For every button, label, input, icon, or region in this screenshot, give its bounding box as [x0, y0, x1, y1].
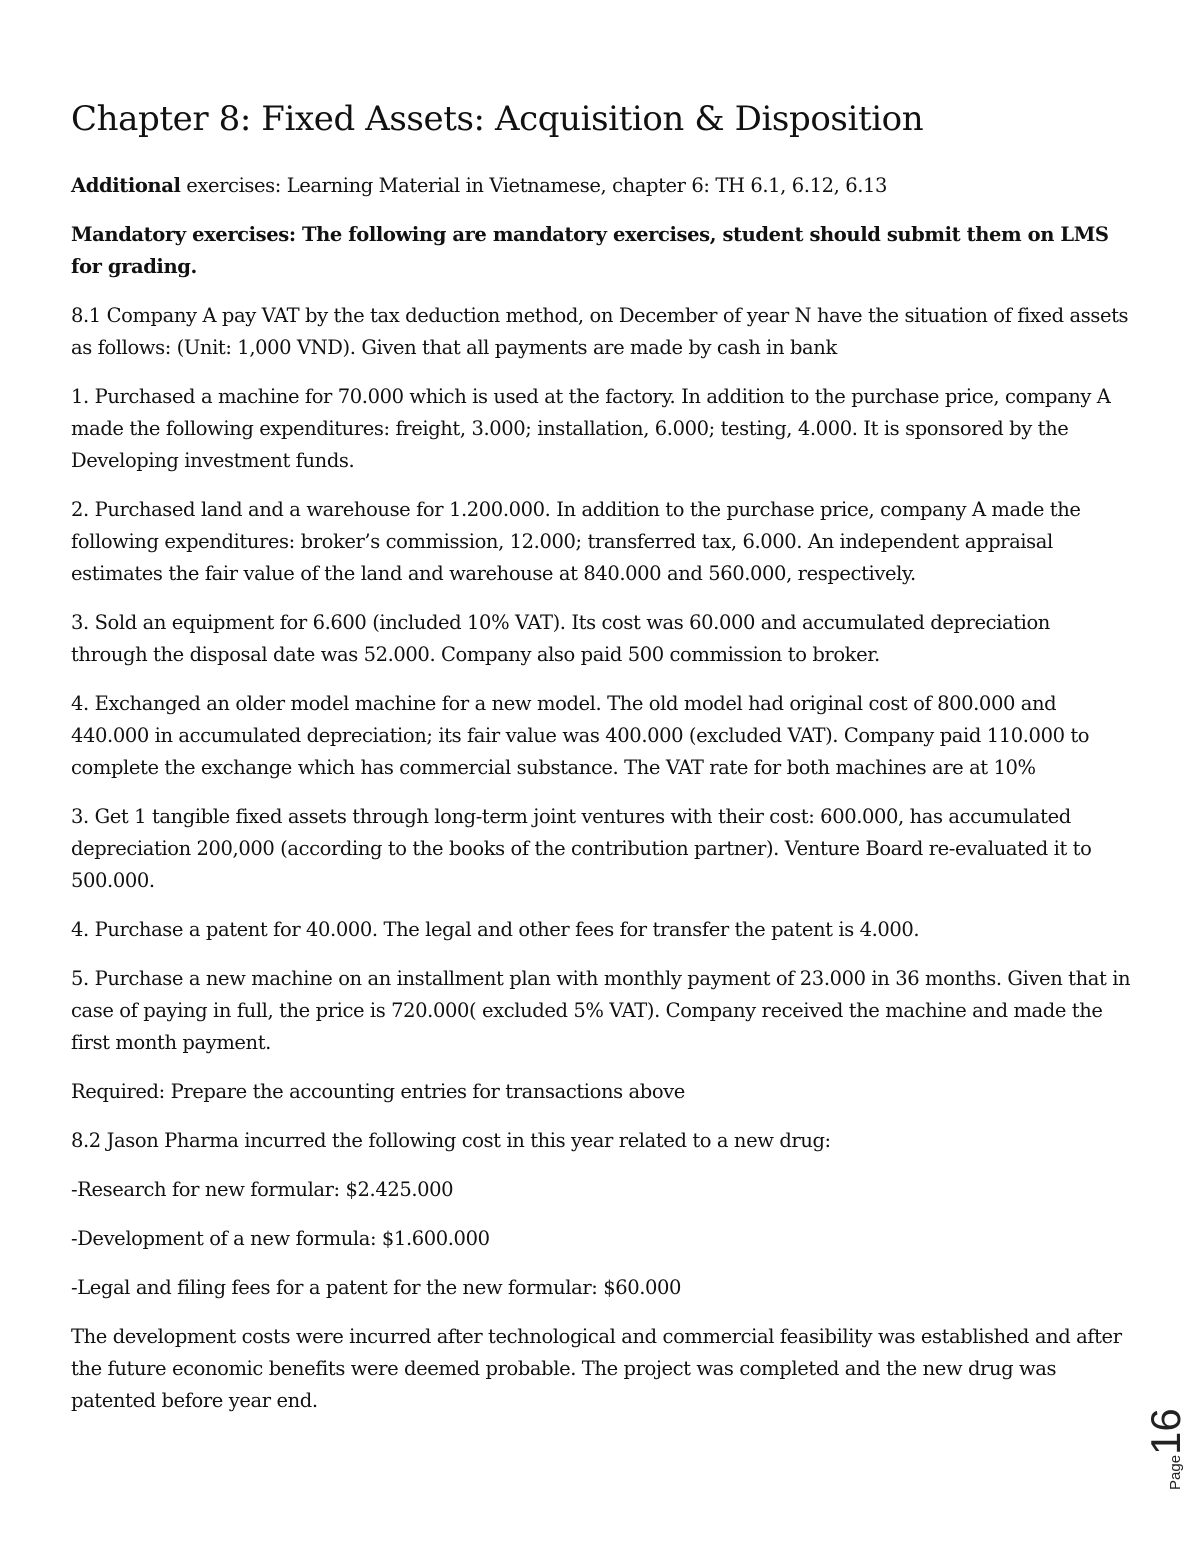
page-number-value: 16 — [1142, 1408, 1189, 1455]
exercise-8-2-closing: The development costs were incurred after technological and commercial feasibility was established and after the future economic benefits were deemed probable. The project was completed and the new drug was patented before year end. — [71, 1325, 1122, 1412]
exercise-8-1-item: 5. Purchase a new machine on an installment plan with monthly payment of 23.000 in 36 months. Given that in case of paying in full, the price is 720.000( excluded 5% VAT). Company received the machine and made the first month payment. — [71, 967, 1131, 1054]
exercise-8-2-item: -Legal and filing fees for a patent for the new formular: $60.000 — [71, 1276, 682, 1299]
exercise-8-1-item: 4. Purchase a patent for 40.000. The legal and other fees for transfer the patent is 4.000. — [71, 918, 920, 941]
exercise-8-1-item: 4. Exchanged an older model machine for a new model. The old model had original cost of 800.000 and 440.000 in accumulated depreciation; its fair value was 400.000 (excluded VAT). Company paid 110.000 to complete the exchange which has commercial substance. The VAT rate for both machines are at 10% — [71, 692, 1090, 779]
exercise-8-1-item: 3. Get 1 tangible fixed assets through long-term joint ventures with their cost: 600.000, has accumulated depreciation 200,000 (according to the books of the contribution partner). Venture Board re-evaluated it to 500.000. — [71, 805, 1092, 892]
additional-exercises — [71, 170, 1131, 202]
exercise-8-2-item: -Development of a new formula: $1.600.000 — [71, 1227, 490, 1250]
exercise-8-1-item: 3. Sold an equipment for 6.600 (included 10% VAT). Its cost was 60.000 and accumulated depreciation through the disposal date was 52.000. Company also paid 500 commission to broker. — [71, 611, 1050, 666]
page-number — [1142, 1380, 1192, 1490]
chapter-title: Chapter 8: Fixed Assets: Acquisition & Disposition — [71, 99, 924, 139]
additional-text: exercises: Learning Material in Vietnamese, chapter 6: TH 6.1, 6.12, 6.13 — [180, 174, 888, 197]
exercise-8-1-intro: 8.1 Company A pay VAT by the tax deduction method, on December of year N have the situation of fixed assets as follows: (Unit: 1,000 VND). Given that all payments are made by cash in bank — [71, 304, 1129, 359]
document-page — [71, 96, 1131, 1434]
mandatory-exercises: Mandatory exercises: The following are mandatory exercises, student should submit them on LMS for grading. — [71, 223, 1109, 278]
required-statement: Required: Prepare the accounting entries for transactions above — [71, 1080, 685, 1103]
exercise-8-2-item: -Research for new formular: $2.425.000 — [71, 1178, 454, 1201]
exercise-8-1-item: 2. Purchased land and a warehouse for 1.200.000. In addition to the purchase price, company A made the following expenditures: broker’s commission, 12.000; transferred tax, 6.000. An independent appraisal estimates the fair value of the land and warehouse at 840.000 and 560.000, respectively. — [71, 498, 1081, 585]
page-word: Page — [1167, 1454, 1184, 1490]
exercise-8-2-intro: 8.2 Jason Pharma incurred the following cost in this year related to a new drug: — [71, 1129, 831, 1152]
additional-label: Additional — [71, 174, 181, 197]
exercise-8-1-item: 1. Purchased a machine for 70.000 which is used at the factory. In addition to the purchase price, company A made the following expenditures: freight, 3.000; installation, 6.000; testing, 4.000. It is sponsored by the Developing investment funds. — [71, 385, 1111, 472]
